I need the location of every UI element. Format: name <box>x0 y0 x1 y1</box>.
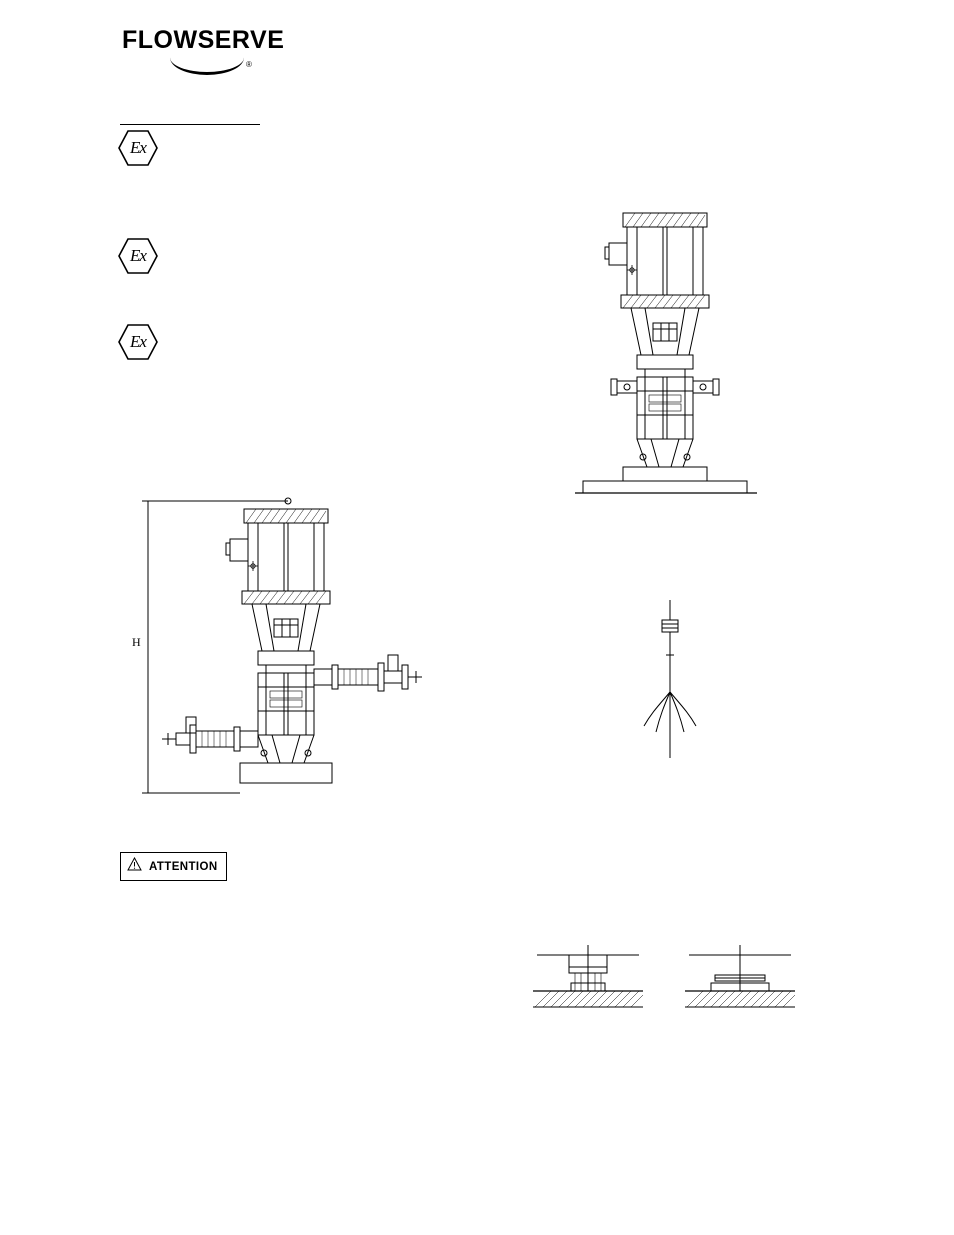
ex-marker-1 <box>118 128 158 168</box>
figure-cable-detail <box>630 600 720 760</box>
figure-pump-assembly-top-right <box>575 205 765 505</box>
ex-marker-3-label: Ex <box>130 332 146 351</box>
ex-marker-3 <box>118 322 158 362</box>
warning-triangle-icon <box>127 857 142 876</box>
attention-label: ATTENTION <box>149 860 218 873</box>
section-divider <box>120 124 260 125</box>
dimension-label-h: H <box>132 635 141 649</box>
ex-marker-2 <box>118 236 158 276</box>
attention-callout <box>120 852 227 881</box>
logo-swoosh-icon <box>170 54 244 75</box>
figure-foundation-detail-right <box>685 945 795 1015</box>
flowserve-logo <box>122 26 285 76</box>
logo-registered-mark: ® <box>246 60 252 69</box>
ex-marker-2-label: Ex <box>130 246 146 265</box>
ex-marker-1-label: Ex <box>130 138 146 157</box>
logo-wordmark: FLOWSERVE <box>122 26 285 54</box>
figure-foundation-detail-left <box>533 945 643 1015</box>
figure-pump-with-piping-left <box>132 495 430 805</box>
